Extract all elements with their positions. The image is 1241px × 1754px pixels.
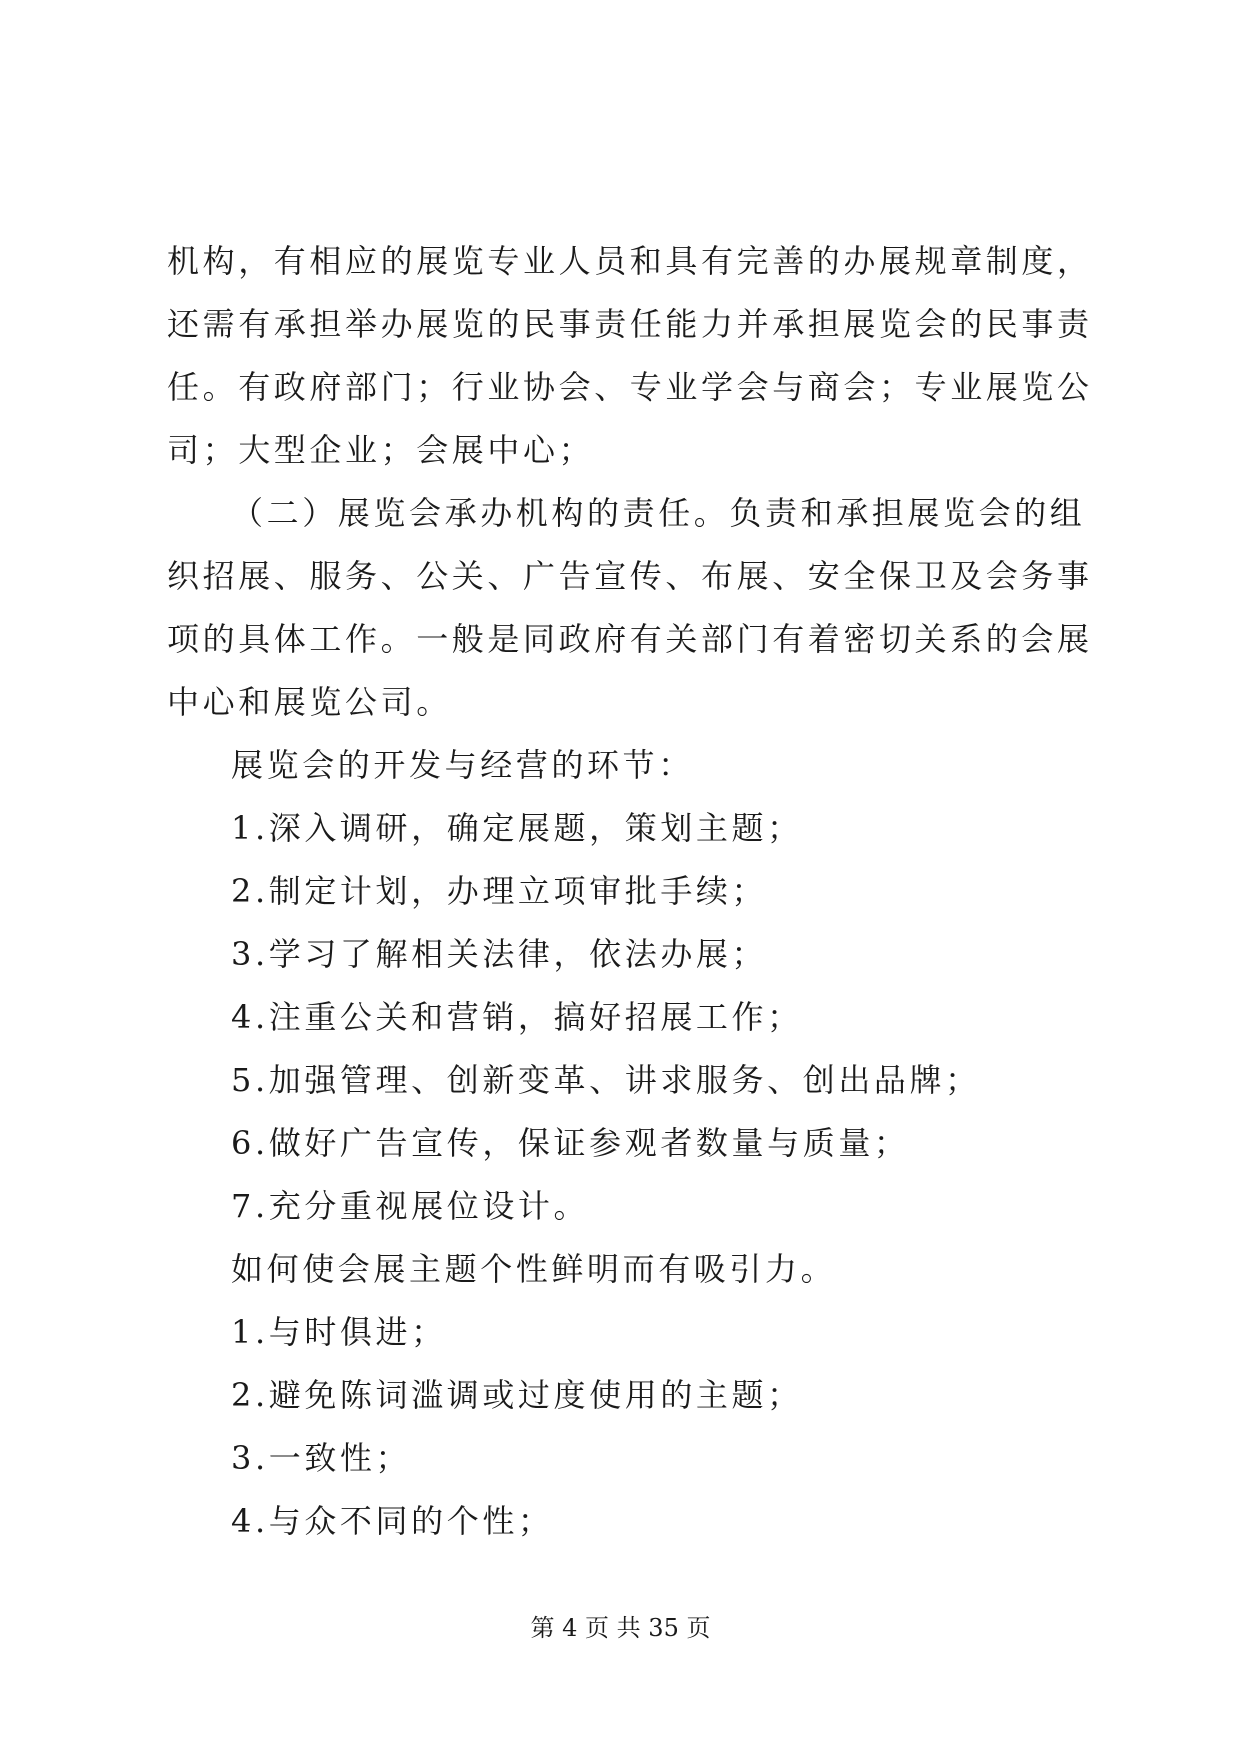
- list-item: 2.避免陈词滥调或过度使用的主题；: [231, 1376, 803, 1414]
- list-item: 6.做好广告宣传，保证参观者数量与质量；: [231, 1124, 910, 1162]
- section-heading-development: 展览会的开发与经营的环节：: [231, 746, 694, 784]
- list-item: 4.与众不同的个性；: [231, 1502, 554, 1540]
- list-item: 3.学习了解相关法律，依法办展；: [231, 935, 768, 973]
- paragraph-organizers: 机构，有相应的展览专业人员和具有完善的办展规章制度，还需有承担举办展览的民事责任能力并承担展览会的民事责任。有政府部门；行业协会、专业学会与商会；专业展览公司；大型企业；会展中心；: [167, 242, 1093, 469]
- paragraph-undertaker-responsibility: （二）展览会承办机构的责任。负责和承担展览会的组织招展、服务、公关、广告宣传、布展、安全保卫及会务事项的具体工作。一般是同政府有关部门有着密切关系的会展中心和展览公司。: [167, 494, 1093, 721]
- list-item: 7.充分重视展位设计。: [231, 1187, 590, 1225]
- list-item: 4.注重公关和营销，搞好招展工作；: [231, 998, 803, 1036]
- list-item: 2.制定计划，办理立项审批手续；: [231, 872, 768, 910]
- page-footer: 第 4 页 共 35 页: [530, 1614, 711, 1642]
- list-item: 5.加强管理、创新变革、讲求服务、创出品牌；: [231, 1061, 981, 1099]
- list-item: 1.深入调研，确定展题，策划主题；: [231, 809, 803, 847]
- document-body: [167, 230, 1107, 1553]
- list-item: 3.一致性；: [231, 1439, 412, 1477]
- list-item: 1.与时俱进；: [231, 1313, 447, 1351]
- section-heading-theme: 如何使会展主题个性鲜明而有吸引力。: [231, 1250, 837, 1288]
